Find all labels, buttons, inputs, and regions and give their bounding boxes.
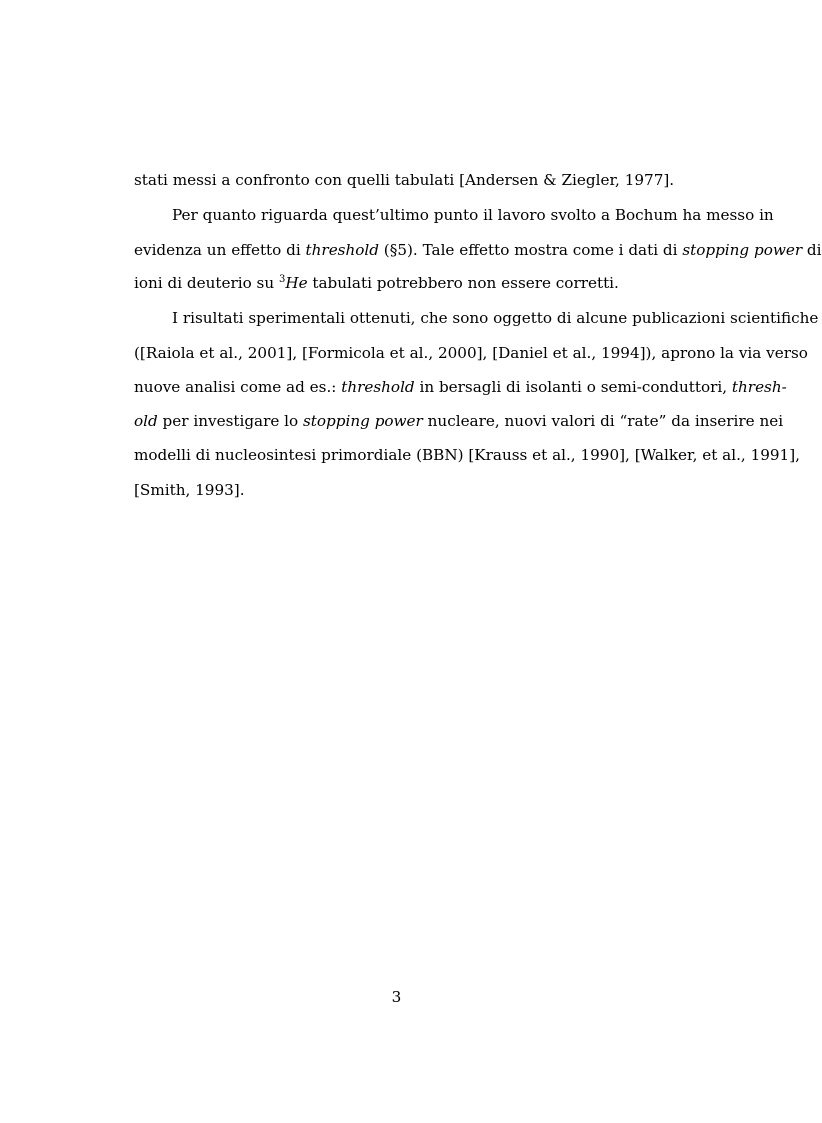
italic-term: threshold [341,378,415,396]
italic-term: stopping power [303,412,423,430]
text-line-1: stati messi a confronto con quelli tabulati [Andersen & Ziegler, 1977]. [134,171,675,189]
paragraph-2-line-1: Per quanto riguarda quest’ultimo punto il lavoro svolto a Bochum ha messo in [172,206,774,224]
superscript-mass-number: 3 [278,274,286,285]
paragraph-2-line-3: ioni di deuterio su $^3$He tabulati potrebbero non essere corretti. [134,274,619,292]
paragraph-3-line-6: [Smith, 1993]. [134,481,245,499]
paragraph-3-line-2: ([Raiola et al., 2001], [Formicola et al., 2000], [Daniel et al., 1994]), aprono la via verso [134,344,808,362]
italic-term: stopping power [682,241,803,259]
isotope-symbol: He [285,274,308,292]
paragraph-3-line-3: nuove analisi come ad es.: threshold in bersagli di isolanti o semi-conduttori, thresh- [134,378,787,396]
paragraph-2-line-2: evidenza un effetto di threshold (§5). Tale effetto mostra come i dati di stopping power di [134,241,822,259]
italic-term: old [134,412,158,430]
paragraph-3-line-5: modelli di nucleosintesi primordiale (BBN) [Krauss et al., 1990], [Walker, et al., 1991], [134,446,800,464]
paragraph-3-line-4: old per investigare lo stopping power nucleare, nuovi valori di “rate” da inserire nei [134,412,784,430]
paragraph-3-line-1: I risultati sperimentali ottenuti, che sono oggetto di alcune publicazioni scientifiche [172,309,819,327]
italic-term: threshold [305,241,379,259]
page-number: 3 [391,988,402,1006]
italic-term: thresh- [731,378,787,396]
